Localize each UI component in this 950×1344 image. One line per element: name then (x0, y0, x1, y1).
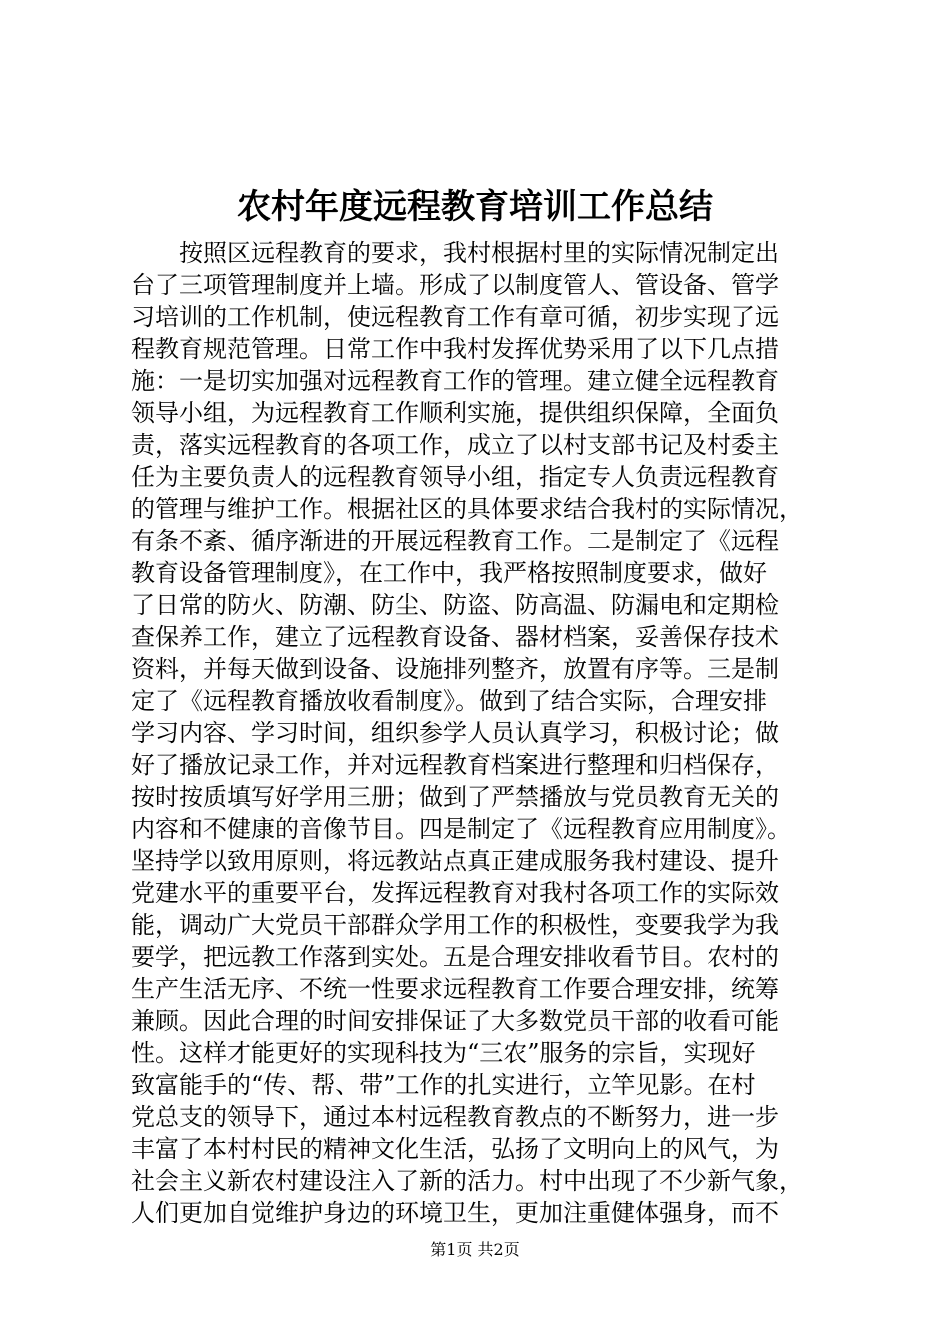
document-title: 农村年度远程教育培训工作总结 (237, 187, 713, 227)
body-line: 定了《远程教育播放收看制度》。做到了结合实际，合理安排 (131, 687, 767, 715)
body-line: 教育设备管理制度》，在工作中，我严格按照制度要求，做好 (131, 559, 767, 587)
body-line: 内容和不健康的音像节目。四是制定了《远程教育应用制度》。 (131, 815, 791, 843)
body-line: 按时按质填写好学用三册；做到了严禁播放与党员教育无关的 (131, 783, 779, 811)
body-line: 人们更加自觉维护身边的环境卫生，更加注重健体强身，而不 (131, 1199, 779, 1227)
body-line: 学习内容、学习时间，组织参学人员认真学习，积极讨论；做 (131, 719, 779, 747)
body-line: 了日常的防火、防潮、防尘、防盗、防高温、防漏电和定期检 (131, 591, 779, 619)
body-line: 生产生活无序、不统一性要求远程教育工作要合理安排，统筹 (131, 975, 779, 1003)
page-number-footer: 第1页 共2页 (430, 1240, 520, 1259)
body-line: 任为主要负责人的远程教育领导小组，指定专人负责远程教育 (131, 463, 779, 491)
body-line: 习培训的工作机制，使远程教育工作有章可循，初步实现了远 (131, 303, 779, 331)
body-line: 资料，并每天做到设备、设施排列整齐，放置有序等。三是制 (131, 655, 779, 683)
body-line: 能，调动广大党员干部群众学用工作的积极性，变要我学为我 (131, 911, 779, 939)
body-line: 兼顾。因此合理的时间安排保证了大多数党员干部的收看可能 (131, 1007, 779, 1035)
body-line: 丰富了本村村民的精神文化生活，弘扬了文明向上的风气，为 (131, 1135, 779, 1163)
body-line: 的管理与维护工作。根据社区的具体要求结合我村的实际情况， (131, 495, 803, 523)
body-line: 责，落实远程教育的各项工作，成立了以村支部书记及村委主 (131, 431, 779, 459)
body-line: 性。这样才能更好的实现科技为“三农”服务的宗旨，实现好 (131, 1039, 756, 1067)
body-line: 领导小组，为远程教育工作顺利实施，提供组织保障，全面负 (131, 399, 779, 427)
body-line: 要学，把远教工作落到实处。五是合理安排收看节目。农村的 (131, 943, 779, 971)
body-line: 施：一是切实加强对远程教育工作的管理。建立健全远程教育 (131, 367, 779, 395)
body-line: 按照区远程教育的要求，我村根据村里的实际情况制定出 (179, 239, 779, 267)
body-line: 程教育规范管理。日常工作中我村发挥优势采用了以下几点措 (131, 335, 779, 363)
body-line: 社会主义新农村建设注入了新的活力。村中出现了不少新气象， (131, 1167, 803, 1195)
body-line: 有条不紊、循序渐进的开展远程教育工作。二是制定了《远程 (131, 527, 779, 555)
body-line: 好了播放记录工作，并对远程教育档案进行整理和归档保存， (131, 751, 779, 779)
body-line: 党总支的领导下，通过本村远程教育教点的不断努力，进一步 (131, 1103, 779, 1131)
body-line: 台了三项管理制度并上墙。形成了以制度管人、管设备、管学 (131, 271, 779, 299)
body-line: 致富能手的“传、帮、带”工作的扎实进行，立竿见影。在村 (131, 1071, 756, 1099)
document-body (131, 237, 831, 1229)
body-line: 党建水平的重要平台，发挥远程教育对我村各项工作的实际效 (131, 879, 779, 907)
body-line: 查保养工作，建立了远程教育设备、器材档案，妥善保存技术 (131, 623, 779, 651)
body-line: 坚持学以致用原则，将远教站点真正建成服务我村建设、提升 (131, 847, 779, 875)
